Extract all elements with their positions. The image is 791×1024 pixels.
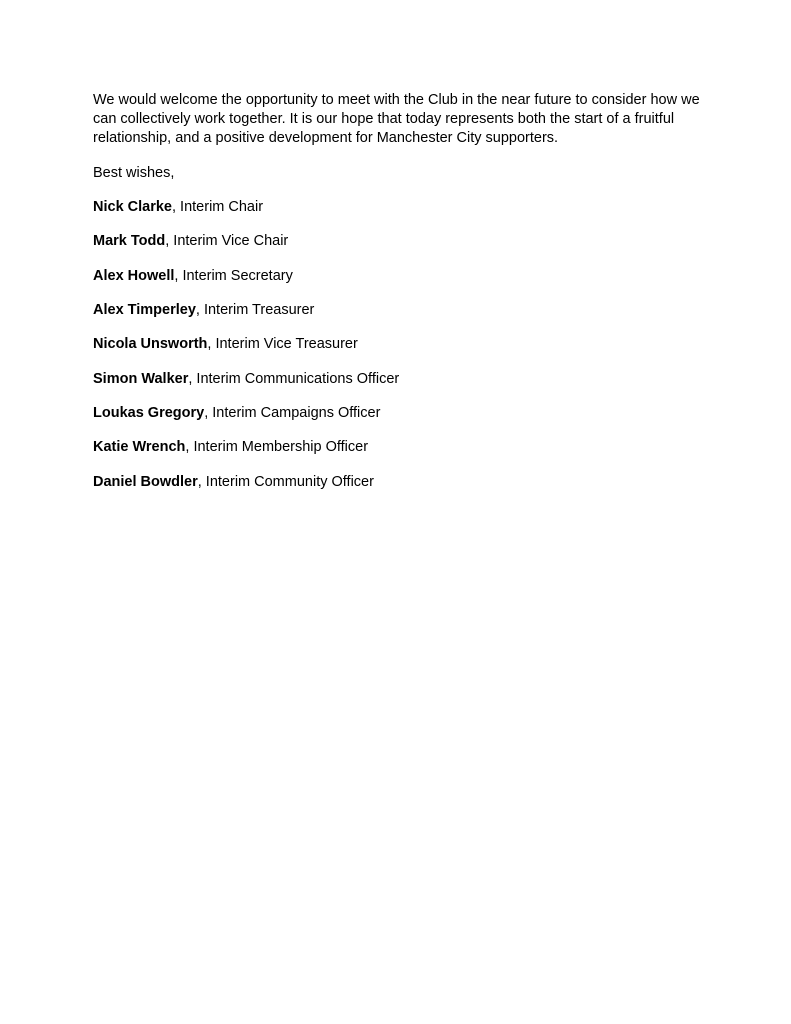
signatory-role: , Interim Treasurer — [195, 301, 315, 318]
signatory-role: , Interim Secretary — [174, 267, 293, 284]
signatory-row — [93, 438, 399, 472]
signatory-role: , Interim Chair — [172, 199, 264, 215]
signatory-role: , Interim Vice Chair — [165, 233, 289, 250]
signatory-name: Loukas Gregory — [93, 404, 205, 421]
signatory-name: Nick Clarke — [93, 199, 172, 215]
signatory-list — [93, 198, 399, 507]
signatory-name: Simon Walker — [93, 370, 189, 387]
signatory-row — [93, 370, 399, 404]
signatory-row — [93, 301, 399, 335]
signatory-name: Mark Todd — [93, 233, 166, 250]
signatory-row — [93, 335, 399, 369]
signatory-role: , Interim Communications Officer — [188, 370, 400, 387]
signatory-role: , Interim Membership Officer — [185, 439, 369, 456]
signatory-name: Alex Timperley — [93, 301, 196, 318]
intro-paragraph: We would welcome the opportunity to meet with the Club in the near future to consider how we can collectively work together. It is our hope that today represents both the start of a fruitful relationship, and a positive development for Manchester City supporters. — [93, 92, 700, 146]
signatory-row — [93, 404, 399, 438]
signatory-role: , Interim Community Officer — [197, 473, 374, 490]
signatory-row — [93, 473, 399, 507]
signatory-name: Katie Wrench — [93, 439, 186, 456]
signatory-name: Nicola Unsworth — [93, 336, 208, 353]
signatory-name: Daniel Bowdler — [93, 473, 198, 490]
signatory-role: , Interim Campaigns Officer — [204, 404, 381, 421]
document-page — [93, 91, 703, 490]
signatory-row — [93, 232, 399, 266]
signatory-name: Alex Howell — [93, 267, 175, 284]
signatory-role: , Interim Vice Treasurer — [207, 336, 358, 353]
signatory-row — [93, 198, 399, 232]
closing-line: Best wishes, — [93, 165, 175, 181]
signatory-row — [93, 267, 399, 301]
